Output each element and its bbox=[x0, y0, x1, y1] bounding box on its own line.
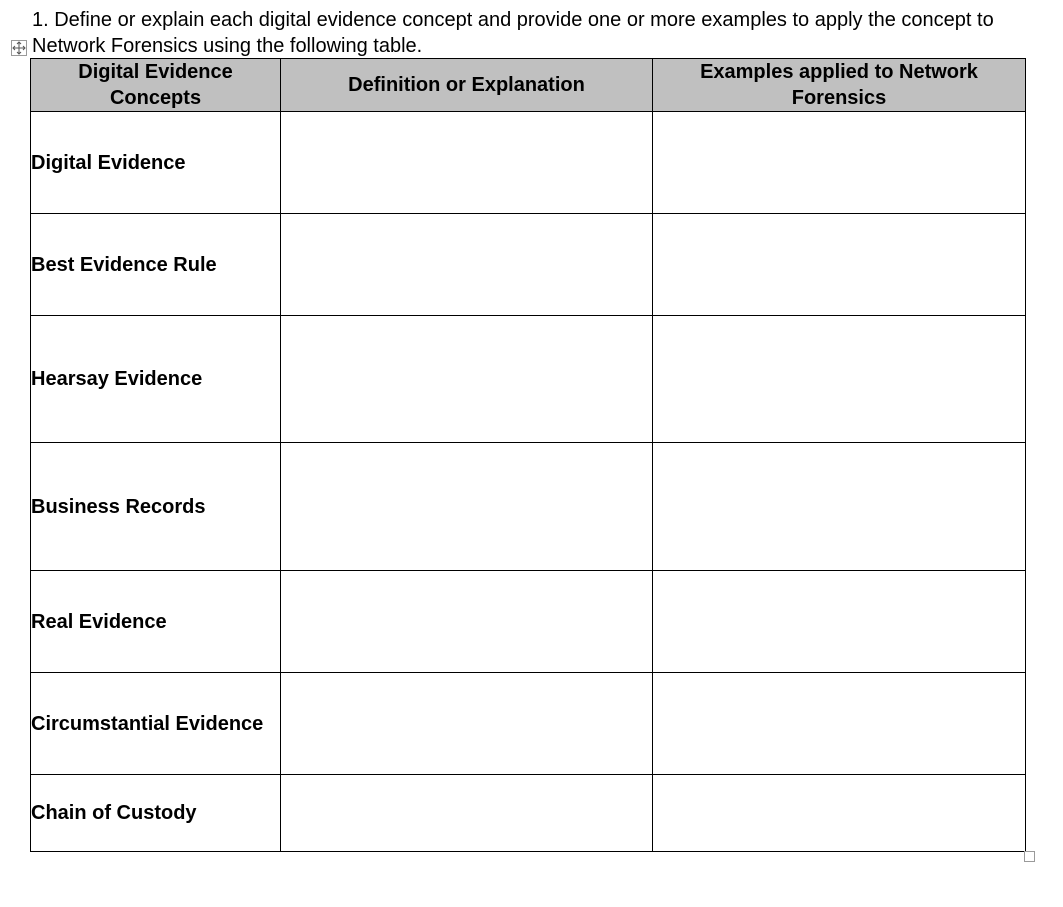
definition-cell[interactable] bbox=[281, 214, 653, 316]
definition-cell[interactable] bbox=[281, 316, 653, 443]
definition-cell[interactable] bbox=[281, 443, 653, 571]
header-concepts: Digital Evidence Concepts bbox=[31, 59, 281, 112]
concept-label: Chain of Custody bbox=[31, 775, 281, 852]
table-row bbox=[31, 316, 1026, 443]
table-row bbox=[31, 673, 1026, 775]
examples-cell[interactable] bbox=[653, 673, 1026, 775]
table-resize-handle[interactable] bbox=[1024, 851, 1035, 862]
table-row bbox=[31, 214, 1026, 316]
move-arrows-icon bbox=[12, 41, 26, 55]
table-row bbox=[31, 443, 1026, 571]
examples-cell[interactable] bbox=[653, 775, 1026, 852]
header-definition: Definition or Explanation bbox=[281, 59, 653, 112]
definition-cell[interactable] bbox=[281, 571, 653, 673]
instruction-text: 1. Define or explain each digital evidence concept and provide one or more examples to apply the concept to Network Forensics using the following table. bbox=[32, 9, 994, 57]
concept-label: Best Evidence Rule bbox=[31, 214, 281, 316]
table-row bbox=[31, 571, 1026, 673]
header-examples: Examples applied to Network Forensics bbox=[653, 59, 1026, 112]
evidence-concepts-table bbox=[30, 58, 1026, 852]
concept-label: Real Evidence bbox=[31, 571, 281, 673]
table-row bbox=[31, 775, 1026, 852]
examples-cell[interactable] bbox=[653, 214, 1026, 316]
examples-cell[interactable] bbox=[653, 112, 1026, 214]
examples-cell[interactable] bbox=[653, 443, 1026, 571]
examples-cell[interactable] bbox=[653, 316, 1026, 443]
concept-label: Circumstantial Evidence bbox=[31, 673, 281, 775]
examples-cell[interactable] bbox=[653, 571, 1026, 673]
definition-cell[interactable] bbox=[281, 112, 653, 214]
table-row bbox=[31, 112, 1026, 214]
concept-label: Hearsay Evidence bbox=[31, 316, 281, 443]
concept-label: Digital Evidence bbox=[31, 112, 281, 214]
table-header-row bbox=[31, 59, 1026, 112]
definition-cell[interactable] bbox=[281, 775, 653, 852]
concept-label: Business Records bbox=[31, 443, 281, 571]
definition-cell[interactable] bbox=[281, 673, 653, 775]
table-move-handle-icon[interactable] bbox=[11, 40, 27, 56]
